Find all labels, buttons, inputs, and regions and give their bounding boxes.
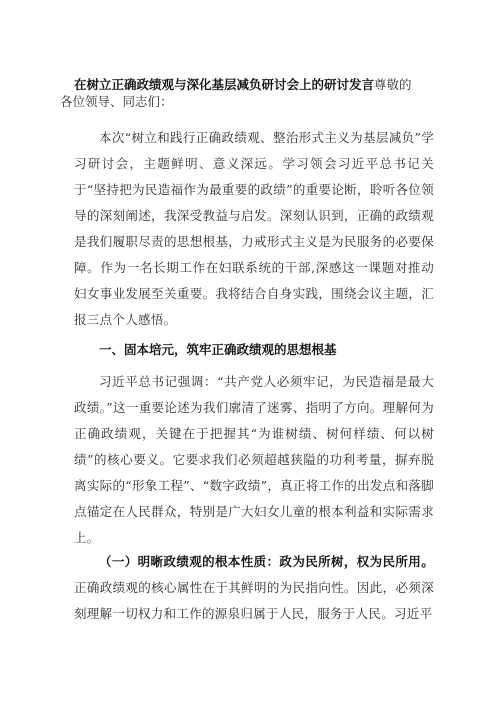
subsection-1-text: 正确政绩观的核心属性在于其鲜明的为民指向性。因此，必须深刻理解一切权力和工作的源泉归属于人民，服务于人民。习近平 bbox=[74, 580, 434, 621]
subsection-heading-1: （一）明晰政绩观的根本性质：政为民所树，权为民所用。 bbox=[99, 554, 434, 569]
subsection-1-paragraph bbox=[74, 549, 434, 627]
section-1-paragraph: 习近平总书记强调：“共产党人必须牢记，为民造福是最大政绩。”这一重要论述为我们廓清了迷雾、指明了方向。理解何为正确政绩观，关键在于把握其“为谁树绩、树何样绩、何以树绩”的核心要义。它要求我们必须超越狭隘的功利考量，摒弃脱离实际的“形象工程”、“数字政绩”，真正将工作的出发点和落脚点锚定在人民群众，特别是广大妇女儿童的根本利益和实际需求上。 bbox=[74, 374, 434, 545]
title-block bbox=[60, 76, 434, 110]
intro-paragraph: 本次“树立和践行正确政绩观、整治形式主义为基层减负”学习研讨会，主题鲜明、意义深远。学习领会习近平总书记关于“坚持把为民造福作为最重要的政绩”的重要论断，聆听各位领导的深刻阐述，我深受教益与启发。深刻认识到，正确的政绩观是我们履职尽责的思想根基，力戒形式主义是为民服务的必要保障。作为一名长期工作在妇联系统的干部,深感这一课题对推动妇女事业发展至关重要。我将结合自身实践，围绕会议主题，汇报三点个人感悟。 bbox=[74, 130, 434, 327]
greeting: 各位领导、同志们： bbox=[60, 94, 173, 109]
title-suffix: 尊敬的 bbox=[374, 77, 412, 92]
document-title: 在树立正确政绩观与深化基层减负研讨会上的研讨发言 bbox=[74, 77, 375, 92]
section-heading-1: 一、固本培元，筑牢正确政绩观的思想根基 bbox=[99, 342, 337, 357]
document-page bbox=[60, 76, 434, 621]
